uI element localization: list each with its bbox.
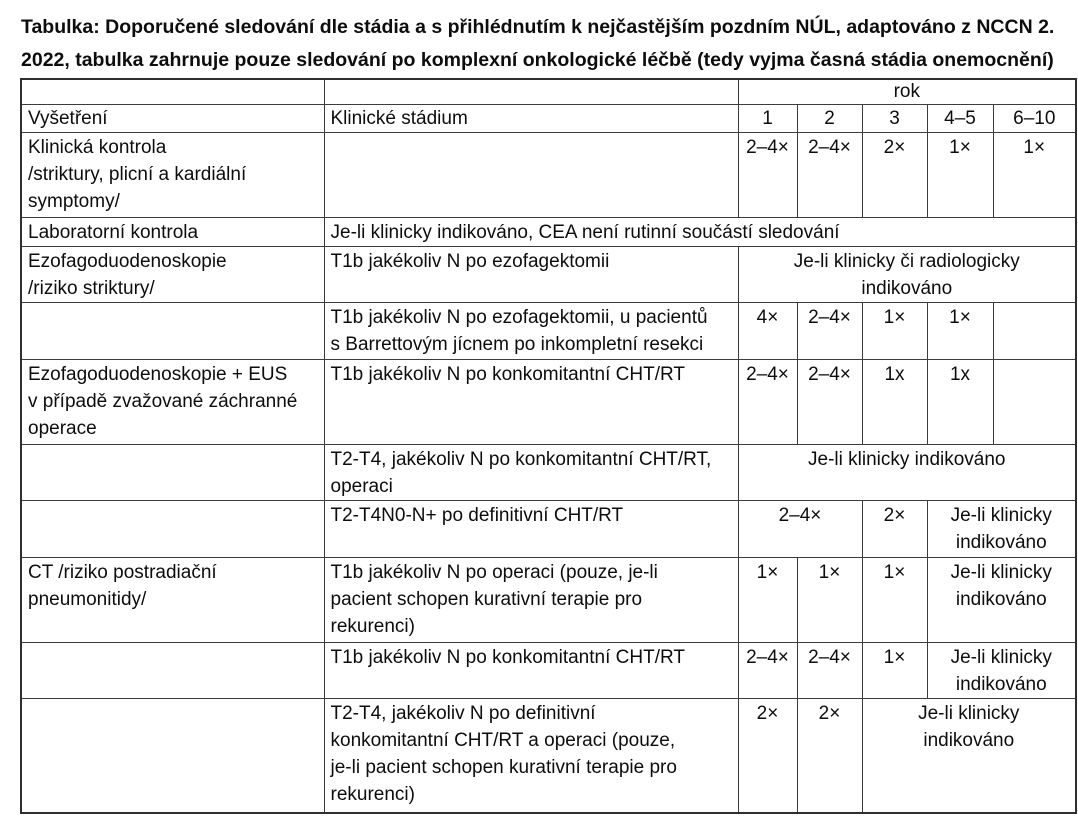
frequency-cell: 1× — [862, 557, 927, 642]
clinical-stage-cell: T2-T4N0-N+ po definitivní CHT/RT — [324, 500, 738, 557]
table-row — [21, 104, 1076, 132]
frequency-cell: 2–4× — [797, 132, 862, 217]
frequency-cell: 1× — [862, 642, 927, 698]
exam-cell — [21, 698, 324, 813]
table-body — [21, 79, 1076, 813]
clinical-stage-cell: T1b jakékoliv N po konkomitantní CHT/RT — [324, 642, 738, 698]
frequency-cell: 2× — [797, 698, 862, 813]
column-header-cell: 3 — [862, 104, 927, 132]
frequency-cell: 2× — [862, 132, 927, 217]
frequency-cell: 1× — [862, 302, 927, 359]
clinical-stage-cell: T1b jakékoliv N po konkomitantní CHT/RT — [324, 359, 738, 444]
frequency-cell: Je-li klinicky indikováno — [927, 500, 1076, 557]
frequency-cell: 2–4× — [738, 132, 797, 217]
frequency-cell: 2–4× — [797, 359, 862, 444]
column-header-cell: Vyšetření — [21, 104, 324, 132]
frequency-cell: 1× — [927, 132, 993, 217]
exam-cell — [21, 642, 324, 698]
table-row — [21, 79, 1076, 104]
frequency-cell: 2–4× — [797, 302, 862, 359]
clinical-stage-cell: T2-T4, jakékoliv N po konkomitantní CHT/RT, operaci — [324, 444, 738, 500]
frequency-cell: 2× — [862, 500, 927, 557]
frequency-cell: 1× — [993, 132, 1076, 217]
frequency-cell: 1× — [797, 557, 862, 642]
table-title: Tabulka: Doporučené sledování dle stádia a s přihlédnutím k nejčastějším pozdním NÚL, adaptováno z NCCN 2. 2022, tabulka zahrnuje pouze sledování po komplexní onkologické léčbě (tedy vyjma časná stádia onemocnění) — [21, 16, 1055, 71]
table-row — [21, 359, 1076, 444]
exam-cell: Ezofagoduodenoskopie + EUS v případě zvažované záchranné operace — [21, 359, 324, 444]
frequency-cell: 1× — [738, 557, 797, 642]
frequency-cell — [993, 359, 1076, 444]
column-header-cell — [21, 79, 324, 104]
frequency-cell: Je-li klinicky indikováno — [927, 557, 1076, 642]
frequency-cell: 2–4× — [738, 359, 797, 444]
frequency-cell: 2–4× — [738, 642, 797, 698]
table-row — [21, 698, 1076, 813]
column-header-cell: 6–10 — [993, 104, 1076, 132]
clinical-stage-cell: Je-li klinicky indikováno, CEA není rutinní součástí sledování — [324, 217, 1076, 246]
table-row — [21, 557, 1076, 642]
exam-cell: Laboratorní kontrola — [21, 217, 324, 246]
clinical-stage-cell: T1b jakékoliv N po ezofagektomii, u pacientů s Barrettovým jícnem po inkompletní resekci — [324, 302, 738, 359]
frequency-cell: 4× — [738, 302, 797, 359]
column-header-cell — [324, 79, 738, 104]
frequency-cell — [993, 302, 1076, 359]
frequency-cell: Je-li klinicky indikováno — [738, 444, 1076, 500]
table-row — [21, 642, 1076, 698]
table-row — [21, 444, 1076, 500]
table-row — [21, 302, 1076, 359]
exam-cell: Klinická kontrola /striktury, plicní a kardiální symptomy/ — [21, 132, 324, 217]
column-header-cell: Klinické stádium — [324, 104, 738, 132]
exam-cell — [21, 302, 324, 359]
exam-cell — [21, 500, 324, 557]
clinical-stage-cell: T1b jakékoliv N po operaci (pouze, je-li pacient schopen kurativní terapie pro rekurenci) — [324, 557, 738, 642]
frequency-cell: Je-li klinicky či radiologicky indikováno — [738, 246, 1076, 302]
table-row — [21, 246, 1076, 302]
frequency-cell: 1x — [927, 359, 993, 444]
exam-cell: Ezofagoduodenoskopie /riziko striktury/ — [21, 246, 324, 302]
table-row — [21, 500, 1076, 557]
frequency-cell: 1x — [862, 359, 927, 444]
exam-cell — [21, 444, 324, 500]
column-header-cell: 2 — [797, 104, 862, 132]
frequency-cell: 2–4× — [738, 500, 862, 557]
followup-schedule-table — [20, 78, 1077, 814]
frequency-cell: Je-li klinicky indikováno — [862, 698, 1076, 813]
frequency-cell: Je-li klinicky indikováno — [927, 642, 1076, 698]
column-header-cell: 1 — [738, 104, 797, 132]
year-group-header: rok — [738, 79, 1076, 104]
clinical-stage-cell — [324, 132, 738, 217]
table-row — [21, 132, 1076, 217]
column-header-cell: 4–5 — [927, 104, 993, 132]
frequency-cell: 2× — [738, 698, 797, 813]
exam-cell: CT /riziko postradiační pneumonitidy/ — [21, 557, 324, 642]
table-row — [21, 217, 1076, 246]
clinical-stage-cell: T1b jakékoliv N po ezofagektomii — [324, 246, 738, 302]
clinical-stage-cell: T2-T4, jakékoliv N po definitivní konkomitantní CHT/RT a operaci (pouze, je-li pacient schopen kurativní terapie pro rekurenci) — [324, 698, 738, 813]
frequency-cell: 2–4× — [797, 642, 862, 698]
frequency-cell: 1× — [927, 302, 993, 359]
